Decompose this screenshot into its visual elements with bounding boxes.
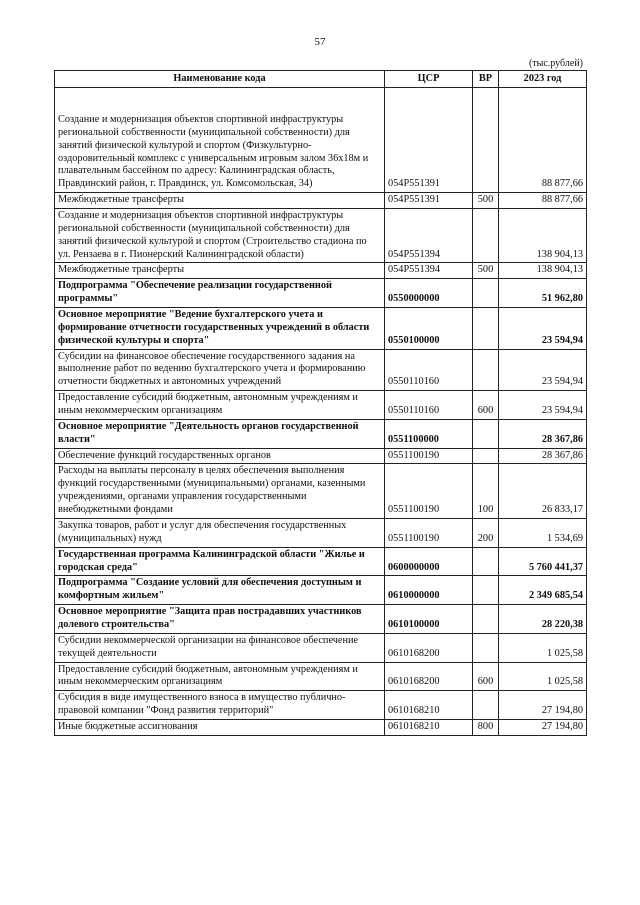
- table-row: [55, 193, 587, 209]
- row-name-cell: Предоставление субсидий бюджетным, автономным учреждениям и иным некоммерческим организациям: [55, 662, 385, 691]
- table-header-row: [55, 71, 587, 88]
- row-csr-cell: 0610168200: [385, 662, 473, 691]
- header-vr: ВР: [473, 71, 499, 88]
- row-name-cell: Обеспечение функций государственных органов: [55, 448, 385, 464]
- row-vr-cell: [473, 605, 499, 634]
- row-amount-cell: 23 594,94: [499, 391, 587, 420]
- row-csr-cell: 0550100000: [385, 308, 473, 350]
- row-amount-cell: 2 349 685,54: [499, 576, 587, 605]
- row-amount-cell: 138 904,13: [499, 263, 587, 279]
- row-vr-cell: [473, 209, 499, 263]
- row-name-cell: Предоставление субсидий бюджетным, автономным учреждениям и иным некоммерческим организациям: [55, 391, 385, 420]
- row-name-cell: Субсидии на финансовое обеспечение государственного задания на выполнение работ по ведению бухгалтерского учета и формированию отчетности бюджетных и автономных учреждений: [55, 349, 385, 391]
- row-csr-cell: 0610000000: [385, 576, 473, 605]
- row-name-cell: Межбюджетные трансферты: [55, 263, 385, 279]
- row-vr-cell: [473, 691, 499, 720]
- row-name-cell: Создание и модернизация объектов спортивной инфраструктуры региональной собственности (муниципальной собственности) для занятий физической культурой и спортом (Строительство стадиона по ул. Рензаева в г. Пионерский Калининградской области): [55, 209, 385, 263]
- table-row: [55, 279, 587, 308]
- row-amount-cell: 28 220,38: [499, 605, 587, 634]
- row-name-cell: Основное мероприятие "Деятельность органов государственной власти": [55, 419, 385, 448]
- row-name-cell: Межбюджетные трансферты: [55, 193, 385, 209]
- row-vr-cell: [473, 88, 499, 193]
- row-amount-cell: 27 194,80: [499, 691, 587, 720]
- row-vr-cell: [473, 576, 499, 605]
- row-amount-cell: 138 904,13: [499, 209, 587, 263]
- budget-table: [54, 70, 587, 736]
- row-amount-cell: 1 025,58: [499, 633, 587, 662]
- row-name-cell: Субсидия в виде имущественного взноса в имущество публично-правовой компании "Фонд развития территорий": [55, 691, 385, 720]
- row-name-cell: Подпрограмма "Обеспечение реализации государственной программы": [55, 279, 385, 308]
- row-vr-cell: [473, 419, 499, 448]
- table-row: [55, 419, 587, 448]
- row-vr-cell: 500: [473, 263, 499, 279]
- row-amount-cell: 51 962,80: [499, 279, 587, 308]
- row-amount-cell: 28 367,86: [499, 448, 587, 464]
- row-csr-cell: 0551100000: [385, 419, 473, 448]
- table-row: [55, 605, 587, 634]
- row-name-cell: Основное мероприятие "Ведение бухгалтерского учета и формирование отчетности государственных учреждений в области физической культуры и спорта": [55, 308, 385, 350]
- row-amount-cell: 1 534,69: [499, 518, 587, 547]
- table-row: [55, 547, 587, 576]
- row-name-cell: Иные бюджетные ассигнования: [55, 719, 385, 735]
- row-vr-cell: [473, 448, 499, 464]
- row-vr-cell: [473, 547, 499, 576]
- table-row: [55, 391, 587, 420]
- row-csr-cell: 0610168200: [385, 633, 473, 662]
- row-csr-cell: 054P551391: [385, 193, 473, 209]
- table-row: [55, 576, 587, 605]
- row-name-cell: Закупка товаров, работ и услуг для обеспечения государственных (муниципальных) нужд: [55, 518, 385, 547]
- row-csr-cell: 0610168210: [385, 719, 473, 735]
- row-name-cell: Государственная программа Калининградской области "Жилье и городская среда": [55, 547, 385, 576]
- table-row: [55, 518, 587, 547]
- row-vr-cell: [473, 279, 499, 308]
- table-row: [55, 448, 587, 464]
- table-body: [55, 88, 587, 736]
- row-name-cell: Субсидии некоммерческой организации на финансовое обеспечение текущей деятельности: [55, 633, 385, 662]
- row-amount-cell: 88 877,66: [499, 88, 587, 193]
- table-row: [55, 662, 587, 691]
- row-vr-cell: 200: [473, 518, 499, 547]
- row-amount-cell: 23 594,94: [499, 349, 587, 391]
- row-csr-cell: 0550110160: [385, 391, 473, 420]
- units-label: (тыс.рублей): [528, 58, 583, 69]
- header-year: 2023 год: [499, 71, 587, 88]
- table-row: [55, 263, 587, 279]
- row-vr-cell: 600: [473, 391, 499, 420]
- row-amount-cell: 28 367,86: [499, 419, 587, 448]
- table-row: [55, 349, 587, 391]
- table-row: [55, 88, 587, 193]
- table-row: [55, 209, 587, 263]
- row-vr-cell: [473, 349, 499, 391]
- header-name: Наименование кода: [55, 71, 385, 88]
- row-vr-cell: [473, 633, 499, 662]
- row-csr-cell: 0610168210: [385, 691, 473, 720]
- row-vr-cell: 500: [473, 193, 499, 209]
- row-amount-cell: 23 594,94: [499, 308, 587, 350]
- table-row: [55, 719, 587, 735]
- row-csr-cell: 054P551394: [385, 263, 473, 279]
- page-number: 57: [314, 36, 326, 48]
- table-row: [55, 464, 587, 518]
- row-csr-cell: 0610100000: [385, 605, 473, 634]
- row-name-cell: Создание и модернизация объектов спортивной инфраструктуры региональной собственности (муниципальной собственности) для занятий физической культурой и спортом (Физкультурно-оздоровительный комплекс с универсальным игровым залом 36х18м и плавательным бассейном по адресу: Калининградская область, Правдинский район, г. Правдинск, ул. Комсомольская, 34): [55, 88, 385, 193]
- row-csr-cell: 054P551391: [385, 88, 473, 193]
- row-name-cell: Расходы на выплаты персоналу в целях обеспечения выполнения функций государственными (муниципальными) органами, казенными учреждениями, органами управления государственными внебюджетными фондами: [55, 464, 385, 518]
- row-csr-cell: 0600000000: [385, 547, 473, 576]
- row-csr-cell: 0551100190: [385, 448, 473, 464]
- row-name-cell: Основное мероприятие "Защита прав пострадавших участников долевого строительства": [55, 605, 385, 634]
- header-csr: ЦСР: [385, 71, 473, 88]
- row-name-cell: Подпрограмма "Создание условий для обеспечения доступным и комфортным жильем": [55, 576, 385, 605]
- table-row: [55, 691, 587, 720]
- row-vr-cell: 600: [473, 662, 499, 691]
- row-vr-cell: [473, 308, 499, 350]
- row-csr-cell: 054P551394: [385, 209, 473, 263]
- row-amount-cell: 26 833,17: [499, 464, 587, 518]
- table-row: [55, 633, 587, 662]
- row-csr-cell: 0550110160: [385, 349, 473, 391]
- row-amount-cell: 27 194,80: [499, 719, 587, 735]
- row-csr-cell: 0551100190: [385, 464, 473, 518]
- row-vr-cell: 800: [473, 719, 499, 735]
- row-vr-cell: 100: [473, 464, 499, 518]
- row-csr-cell: 0551100190: [385, 518, 473, 547]
- row-amount-cell: 5 760 441,37: [499, 547, 587, 576]
- row-amount-cell: 1 025,58: [499, 662, 587, 691]
- row-amount-cell: 88 877,66: [499, 193, 587, 209]
- row-csr-cell: 0550000000: [385, 279, 473, 308]
- table-row: [55, 308, 587, 350]
